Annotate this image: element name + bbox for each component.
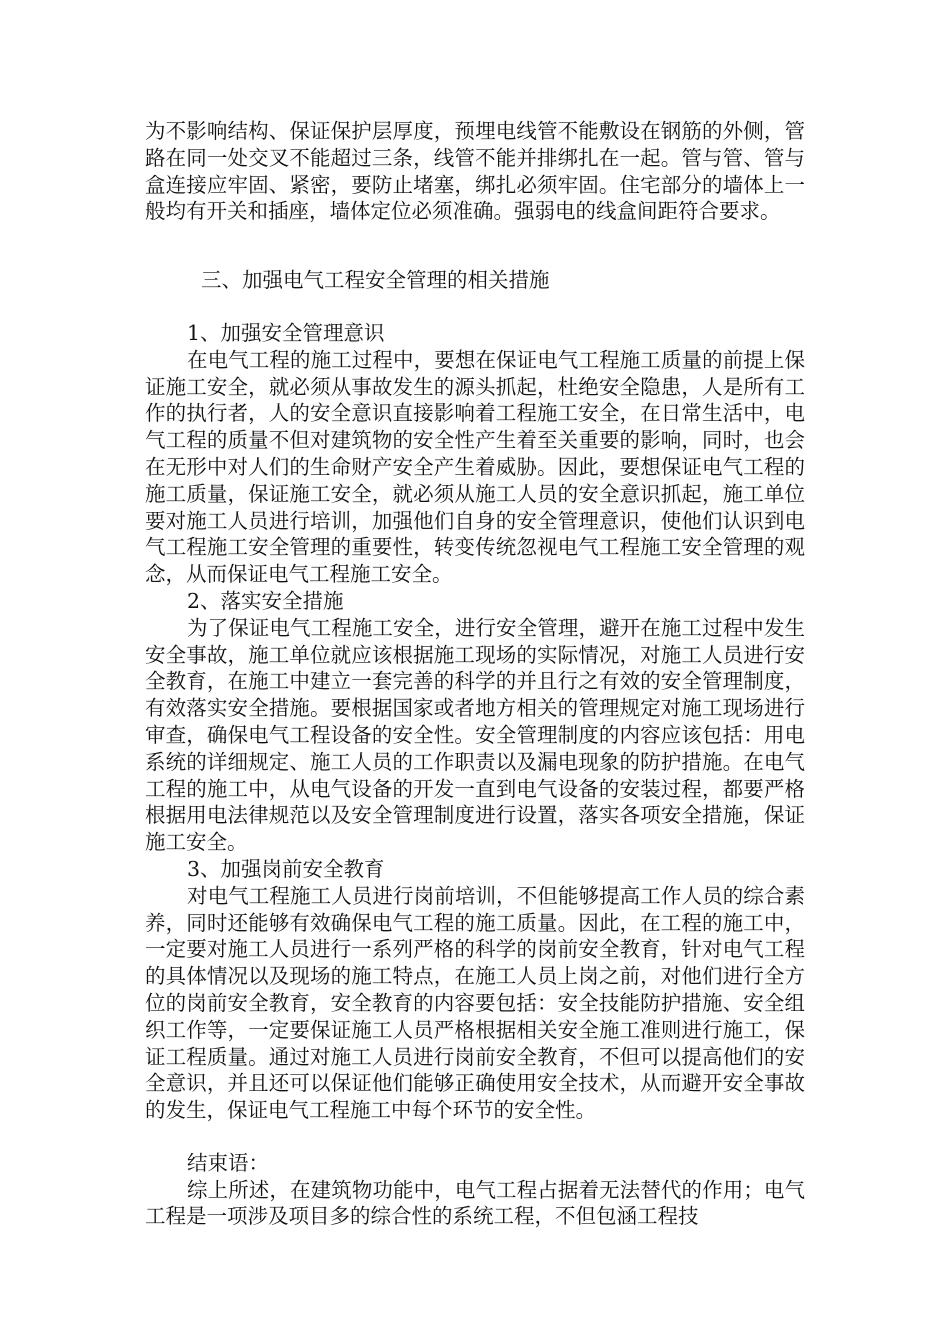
subsection-heading-3: 3、加强岗前安全教育: [187, 856, 385, 881]
conclusion-heading: 结束语：: [187, 1150, 269, 1175]
subsection-heading-2: 2、落实安全措施: [187, 588, 344, 613]
subsection-body-3: 对电气工程施工人员进行岗前培训，不但能够提高工作人员的综合素养，同时还能够有效确保电气工程的施工质量。因此，在工程的施工中，一定要对施工人员进行一系列严格的科学的岗前安全教育，针对电气工程的具体情况以及现场的施工特点，在施工人员上岗之前，对他们进行全方位的岗前安全教育，安全教育的内容要包括：安全技能防护措施、安全组织工作等，一定要保证施工人员严格根据相关安全施工准则进行施工，保证工程质量。通过对施工人员进行岗前安全教育，不但可以提高他们的安全意识，并且还可以保证他们能够正确使用安全技术，从而避开安全事故的发生，保证电气工程施工中每个环节的安全性。: [145, 883, 805, 1123]
subsection-body-2: 为了保证电气工程施工安全，进行安全管理，避开在施工过程中发生安全事故，施工单位就应该根据施工现场的实际情况，对施工人员进行安全教育，在施工中建立一套完善的科学的并且行之有效的安全管理制度，有效落实安全措施。要根据国家或者地方相关的管理规定对施工现场进行审查，确保电气工程设备的安全性。安全管理制度的内容应该包括：用电系统的详细规定、施工人员的工作职责以及漏电现象的防护措施。在电气工程的施工中，从电气设备的开发一直到电气设备的安装过程，都要严格根据用电法律规范以及安全管理制度进行设置，落实各项安全措施，保证施工安全。: [145, 615, 805, 855]
conclusion-body: 综上所述，在建筑物功能中，电气工程占据着无法替代的作用；电气工程是一项涉及项目多的综合性的系统工程，不但包涵工程技: [145, 1177, 805, 1229]
document-page: [145, 118, 805, 1230]
section-title: 三、加强电气工程安全管理的相关措施: [201, 268, 550, 293]
subsection-body-1: 在电气工程的施工过程中，要想在保证电气工程施工质量的前提上保证施工安全，就必须从事故发生的源头抓起，杜绝安全隐患，人是所有工作的执行者，人的安全意识直接影响着工程施工安全，在日常生活中，电气工程的质量不但对建筑物的安全性产生着至关重要的影响，同时，也会在无形中对人们的生命财产安全产生着威胁。因此，要想保证电气工程的施工质量，保证施工安全，就必须从施工人员的安全意识抓起，施工单位要对施工人员进行培训，加强他们自身的安全管理意识，使他们认识到电气工程施工安全管理的重要性，转变传统忽视电气工程施工安全管理的观念，从而保证电气工程施工安全。: [145, 347, 805, 587]
intro-paragraph: 为不影响结构、保证保护层厚度，预埋电线管不能敷设在钢筋的外侧，管路在同一处交叉不能超过三条，线管不能并排绑扎在一起。管与管、管与盒连接应牢固、紧密，要防止堵塞，绑扎必须牢固。住宅部分的墙体上一般均有开关和插座，墙体定位必须准确。强弱电的线盒间距符合要求。: [145, 119, 805, 224]
subsection-heading-1: 1、加强安全管理意识: [187, 320, 385, 345]
